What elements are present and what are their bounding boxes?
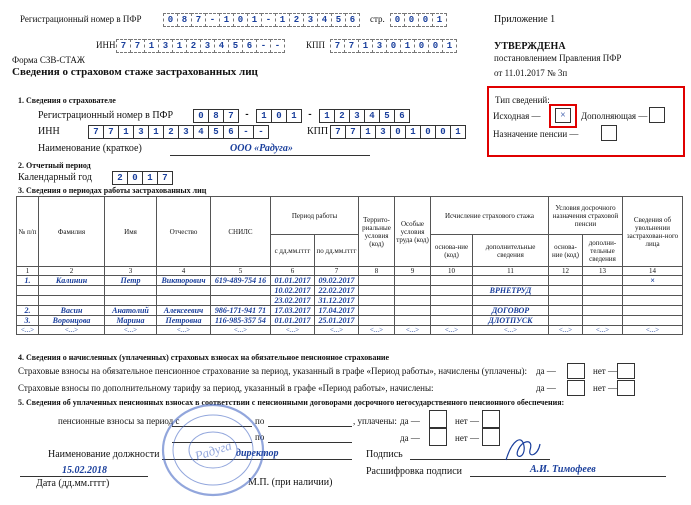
table-cell-dismissal[interactable] bbox=[623, 316, 683, 326]
digit-cell[interactable]: 0 bbox=[163, 13, 178, 27]
digit-cell[interactable]: 2 bbox=[186, 39, 201, 53]
section5-yes2-label: да — bbox=[400, 433, 420, 443]
digit-cell[interactable]: 8 bbox=[208, 109, 224, 123]
th-patronymic: Отчество bbox=[157, 197, 211, 267]
section1-inn-label: ИНН bbox=[38, 126, 60, 137]
digit-cell[interactable]: 1 bbox=[286, 109, 302, 123]
column-number: 7 bbox=[315, 267, 359, 276]
table-cell[interactable] bbox=[549, 316, 583, 326]
section4-line1-no-checkbox[interactable] bbox=[617, 363, 635, 379]
column-number: 5 bbox=[211, 267, 271, 276]
filler-cell: <...> bbox=[157, 326, 211, 335]
digit-cell[interactable]: 1 bbox=[405, 125, 421, 139]
digit-cell[interactable]: - bbox=[238, 125, 254, 139]
digit-cell[interactable]: 0 bbox=[428, 39, 443, 53]
digit-cell[interactable]: 6 bbox=[345, 13, 360, 27]
digit-cell[interactable]: 2 bbox=[289, 13, 304, 27]
table-cell[interactable] bbox=[395, 306, 431, 316]
digit-cell[interactable]: 3 bbox=[349, 109, 365, 123]
digit-cell[interactable]: 3 bbox=[375, 125, 391, 139]
digit-cell[interactable]: 0 bbox=[420, 125, 436, 139]
table-row bbox=[17, 306, 683, 316]
table-cell-from[interactable]: 01.01.2017 bbox=[271, 276, 315, 286]
table-cell[interactable] bbox=[431, 276, 473, 286]
table-cell-surname[interactable]: Воронцова bbox=[39, 316, 105, 326]
initial-checkbox[interactable]: × bbox=[555, 108, 571, 123]
table-row bbox=[17, 276, 683, 286]
table-cell-snils[interactable]: 986-171-941 71 bbox=[211, 306, 271, 316]
th-surname: Фамилия bbox=[39, 197, 105, 267]
table-cell-num[interactable]: 1. bbox=[17, 276, 39, 286]
column-number: 9 bbox=[395, 267, 431, 276]
date-value: 15.02.2018 bbox=[62, 465, 107, 476]
digit-cell[interactable]: 7 bbox=[345, 125, 361, 139]
filler-cell: <...> bbox=[105, 326, 157, 335]
section4-line2-yes-label: да — bbox=[536, 383, 556, 393]
section1-inn-cells bbox=[88, 125, 268, 139]
digit-cell[interactable]: 1 bbox=[256, 109, 272, 123]
section4-line2: Страховые взносы по дополнительному тарифу за период, указанный в графе «Период работы», начислены: bbox=[18, 383, 434, 393]
table-cell-surname[interactable]: Калинин bbox=[39, 276, 105, 286]
table-row bbox=[17, 296, 683, 306]
approved-date: от 11.01.2017 № 3п bbox=[494, 68, 568, 78]
digit-cell[interactable]: 0 bbox=[435, 125, 451, 139]
digit-cell[interactable]: 3 bbox=[303, 13, 318, 27]
table-cell-surname[interactable] bbox=[39, 286, 105, 296]
digit-cell[interactable]: 1 bbox=[172, 39, 187, 53]
table-cell[interactable] bbox=[431, 306, 473, 316]
section5-to-label: по bbox=[255, 416, 265, 426]
filler-cell: <...> bbox=[623, 326, 683, 335]
digit-cell[interactable]: 7 bbox=[191, 13, 206, 27]
table-cell-snils[interactable] bbox=[211, 286, 271, 296]
table-cell-snils[interactable]: 619-489-754 16 bbox=[211, 276, 271, 286]
section5-paid-label: , уплачены: bbox=[353, 416, 397, 426]
th-early: Условия досрочного назначения страховой пенсии bbox=[549, 197, 623, 235]
table-cell-name[interactable]: Анатолий bbox=[105, 306, 157, 316]
digit-cell[interactable]: 6 bbox=[242, 39, 257, 53]
th-num: № п/п bbox=[17, 197, 39, 267]
digit-cell[interactable]: 2 bbox=[112, 171, 128, 185]
table-cell-patronymic[interactable]: Викторович bbox=[157, 276, 211, 286]
table-cell-dismissal[interactable] bbox=[623, 286, 683, 296]
digit-cell[interactable]: 7 bbox=[157, 171, 173, 185]
digit-cell[interactable]: 7 bbox=[223, 109, 239, 123]
table-cell-from[interactable]: 23.02.2017 bbox=[271, 296, 315, 306]
table-cell[interactable] bbox=[549, 286, 583, 296]
section4-line2-yes-checkbox[interactable] bbox=[567, 380, 585, 396]
digit-cell[interactable]: 3 bbox=[158, 39, 173, 53]
header-reg-cells bbox=[163, 13, 359, 27]
table-cell[interactable] bbox=[359, 316, 395, 326]
digit-cell[interactable]: 5 bbox=[379, 109, 395, 123]
digit-cell[interactable]: 4 bbox=[317, 13, 332, 27]
table-cell[interactable] bbox=[359, 296, 395, 306]
digit-cell[interactable]: 1 bbox=[144, 39, 159, 53]
sign-label: Подпись bbox=[366, 449, 403, 460]
header-page-cells bbox=[390, 13, 446, 27]
digit-cell[interactable]: 2 bbox=[334, 109, 350, 123]
section5-no2-checkbox[interactable] bbox=[482, 428, 500, 446]
header-inn-label: ИНН bbox=[96, 40, 116, 50]
section3-title: 3. Сведения о периодах работы застрахованных лиц bbox=[18, 186, 207, 195]
th-snils: СНИЛС bbox=[211, 197, 271, 267]
digit-cell[interactable]: 1 bbox=[142, 171, 158, 185]
th-calc: Исчисление страхового стажа bbox=[431, 197, 549, 235]
section5-to-line[interactable] bbox=[268, 426, 352, 427]
table-cell-snils[interactable] bbox=[211, 296, 271, 306]
table-cell[interactable] bbox=[583, 296, 623, 306]
column-number-row bbox=[17, 267, 683, 276]
filler-cell: <...> bbox=[583, 326, 623, 335]
header-page-label: стр. bbox=[370, 14, 385, 24]
table-cell-to[interactable]: 17.04.2017 bbox=[315, 306, 359, 316]
digit-cell[interactable]: 1 bbox=[118, 125, 134, 139]
section1-name-label: Наименование (краткое) bbox=[38, 143, 142, 154]
table-cell[interactable] bbox=[583, 286, 623, 296]
decode-label: Расшифровка подписи bbox=[366, 466, 462, 477]
filler-cell: <...> bbox=[39, 326, 105, 335]
table-cell-extra[interactable]: ДЛОТПУСК bbox=[473, 316, 549, 326]
header-reg-label: Регистрационный номер в ПФР bbox=[20, 14, 142, 24]
digit-cell[interactable]: 4 bbox=[364, 109, 380, 123]
table-cell[interactable] bbox=[395, 276, 431, 286]
section5-title: 5. Сведения об уплаченных пенсионных взносах в соответствии с пенсионными договорами досрочного негосударственного пенсионного обеспечения: bbox=[18, 398, 565, 407]
section1-reg-label: Регистрационный номер в ПФР bbox=[38, 110, 173, 121]
table-cell-surname[interactable]: Васин bbox=[39, 306, 105, 316]
th-name: Имя bbox=[105, 197, 157, 267]
digit-cell[interactable]: 3 bbox=[200, 39, 215, 53]
digit-cell[interactable]: 1 bbox=[450, 125, 466, 139]
digit-cell[interactable]: 7 bbox=[116, 39, 131, 53]
section1-title: 1. Сведения о страхователе bbox=[18, 96, 116, 105]
digit-cell[interactable]: 1 bbox=[442, 39, 457, 53]
section5-to2-line[interactable] bbox=[268, 442, 352, 443]
decode-underline bbox=[470, 476, 666, 477]
table-cell[interactable] bbox=[431, 316, 473, 326]
digit-cell[interactable]: 6 bbox=[394, 109, 410, 123]
table-cell[interactable] bbox=[549, 276, 583, 286]
table-cell-extra[interactable]: ВРНЕТРУД bbox=[473, 286, 549, 296]
table-cell-to[interactable]: 09.02.2017 bbox=[315, 276, 359, 286]
table-cell[interactable] bbox=[359, 306, 395, 316]
table-cell-to[interactable]: 31.12.2017 bbox=[315, 296, 359, 306]
section5-yes2-checkbox[interactable] bbox=[429, 428, 447, 446]
table-cell[interactable] bbox=[549, 306, 583, 316]
table-cell-num[interactable] bbox=[17, 296, 39, 306]
digit-cell[interactable]: - bbox=[270, 39, 285, 53]
form-title: Сведения о страховом стаже застрахованных лиц bbox=[12, 66, 258, 78]
digit-cell[interactable]: - bbox=[261, 13, 276, 27]
digit-cell[interactable]: - bbox=[256, 39, 271, 53]
section1-kpp-cells bbox=[330, 125, 465, 139]
info-type-supplementary-label: Дополняющая — bbox=[581, 111, 648, 121]
digit-cell[interactable]: 0 bbox=[127, 171, 143, 185]
th-early-extra: дополни-тельные сведения bbox=[583, 235, 623, 267]
filler-cell: <...> bbox=[549, 326, 583, 335]
handwritten-signature bbox=[500, 430, 544, 466]
section2-year-label: Календарный год bbox=[18, 172, 92, 183]
table-cell-patronymic[interactable] bbox=[157, 296, 211, 306]
digit-cell[interactable]: 3 bbox=[178, 125, 194, 139]
table-cell-dismissal[interactable] bbox=[623, 296, 683, 306]
table-cell-name[interactable] bbox=[105, 286, 157, 296]
column-number: 10 bbox=[431, 267, 473, 276]
table-cell[interactable] bbox=[583, 306, 623, 316]
th-special: Особые условия труда (код) bbox=[395, 197, 431, 267]
digit-cell[interactable]: 7 bbox=[88, 125, 104, 139]
section1-kpp-label: КПП bbox=[307, 126, 329, 137]
header-kpp-cells bbox=[330, 39, 456, 53]
table-cell-from[interactable]: 10.02.2017 bbox=[271, 286, 315, 296]
table-cell-num[interactable] bbox=[17, 286, 39, 296]
section5-no2-label: нет — bbox=[455, 433, 479, 443]
table-cell[interactable] bbox=[359, 276, 395, 286]
info-type-title: Тип сведений: bbox=[495, 95, 550, 105]
digit-cell[interactable]: 6 bbox=[223, 125, 239, 139]
filler-cell: <...> bbox=[359, 326, 395, 335]
column-number: 12 bbox=[549, 267, 583, 276]
column-number: 1 bbox=[17, 267, 39, 276]
section4-line2-no-label: нет — bbox=[593, 383, 617, 393]
digit-cell[interactable]: 5 bbox=[331, 13, 346, 27]
column-number: 13 bbox=[583, 267, 623, 276]
table-cell-from[interactable]: 01.01.2017 bbox=[271, 316, 315, 326]
position-value: директор bbox=[236, 448, 279, 459]
digit-cell[interactable]: 1 bbox=[360, 125, 376, 139]
table-cell[interactable] bbox=[395, 316, 431, 326]
filler-cell: <...> bbox=[473, 326, 549, 335]
digit-cell[interactable]: 7 bbox=[330, 39, 345, 53]
table-cell-patronymic[interactable]: Петровна bbox=[157, 316, 211, 326]
table-cell-name[interactable]: Петр bbox=[105, 276, 157, 286]
filler-row bbox=[17, 326, 683, 335]
table-cell-snils[interactable]: 116-985-357 54 bbox=[211, 316, 271, 326]
table-cell-to[interactable]: 22.02.2017 bbox=[315, 286, 359, 296]
th-dismissal: Сведения об увольнении застрахован-ного лица bbox=[623, 197, 683, 267]
digit-cell[interactable]: 1 bbox=[358, 39, 373, 53]
digit-cell[interactable]: 4 bbox=[214, 39, 229, 53]
digit-cell[interactable]: 0 bbox=[418, 13, 433, 27]
digit-cell[interactable]: 1 bbox=[219, 13, 234, 27]
form-code: Форма СЗВ-СТАЖ bbox=[12, 55, 85, 65]
approved-by: постановлением Правления ПФР bbox=[494, 53, 622, 63]
th-early-basis: основа-ние (код) bbox=[549, 235, 583, 267]
info-type-pension-label: Назначение пенсии — bbox=[493, 129, 579, 139]
table-cell[interactable] bbox=[583, 316, 623, 326]
table-cell[interactable] bbox=[431, 286, 473, 296]
table-cell[interactable] bbox=[359, 286, 395, 296]
digit-cell[interactable]: 0 bbox=[390, 125, 406, 139]
filler-cell: <...> bbox=[211, 326, 271, 335]
digit-cell[interactable]: 0 bbox=[414, 39, 429, 53]
digit-cell[interactable]: 7 bbox=[330, 125, 346, 139]
digit-cell[interactable]: 7 bbox=[103, 125, 119, 139]
section2-year-cells bbox=[112, 171, 172, 185]
table-cell-patronymic[interactable]: Алексеевич bbox=[157, 306, 211, 316]
work-rows bbox=[17, 276, 683, 326]
digit-cell[interactable]: 2 bbox=[163, 125, 179, 139]
position-label: Наименование должности bbox=[48, 449, 160, 460]
digit-cell[interactable]: 8 bbox=[177, 13, 192, 27]
table-cell-from[interactable]: 17.03.2017 bbox=[271, 306, 315, 316]
digit-cell[interactable]: 4 bbox=[193, 125, 209, 139]
company-stamp bbox=[158, 400, 268, 500]
th-from: с дд.мм.гггг bbox=[271, 235, 315, 267]
th-to: по дд.мм.гггг bbox=[315, 235, 359, 267]
decode-value: А.И. Тимофеев bbox=[530, 464, 596, 475]
digit-cell[interactable]: - bbox=[205, 13, 220, 27]
table-cell[interactable] bbox=[395, 286, 431, 296]
table-cell-patronymic[interactable] bbox=[157, 286, 211, 296]
th-territory: Террито-риальные условия (код) bbox=[359, 197, 395, 267]
table-cell[interactable] bbox=[583, 276, 623, 286]
section2-title: 2. Отчетный период bbox=[18, 161, 91, 170]
section4-title: 4. Сведения о начисленных (уплаченных) страховых взносах на обязательное пенсионное страхование bbox=[18, 353, 390, 362]
digit-cell[interactable]: 0 bbox=[233, 13, 248, 27]
digit-cell[interactable]: - bbox=[307, 110, 313, 120]
digit-cell[interactable]: 5 bbox=[208, 125, 224, 139]
column-number: 11 bbox=[473, 267, 549, 276]
header-kpp-label: КПП bbox=[306, 40, 326, 50]
table-cell-to[interactable]: 25.01.2017 bbox=[315, 316, 359, 326]
date-label: Дата (дд.мм.гггг) bbox=[36, 478, 110, 489]
appendix-label: Приложение 1 bbox=[494, 14, 556, 25]
filler-cell: <...> bbox=[395, 326, 431, 335]
table-cell-dismissal[interactable]: × bbox=[623, 276, 683, 286]
digit-cell[interactable]: 7 bbox=[344, 39, 359, 53]
supplementary-checkbox[interactable] bbox=[649, 107, 665, 123]
section5-yes1-checkbox[interactable] bbox=[429, 410, 447, 428]
filler-cell: <...> bbox=[271, 326, 315, 335]
digit-cell[interactable]: 1 bbox=[400, 39, 415, 53]
digit-cell[interactable]: 5 bbox=[228, 39, 243, 53]
section4-line2-no-checkbox[interactable] bbox=[617, 380, 635, 396]
table-cell[interactable] bbox=[395, 296, 431, 306]
th-extra: дополнительные сведения bbox=[473, 235, 549, 267]
section1-reg-cells bbox=[193, 109, 409, 123]
digit-cell[interactable]: 7 bbox=[130, 39, 145, 53]
pension-checkbox[interactable] bbox=[601, 125, 617, 141]
approved-label: УТВЕРЖДЕНА bbox=[494, 41, 566, 52]
filler-cell: <...> bbox=[315, 326, 359, 335]
digit-cell[interactable]: 0 bbox=[193, 109, 209, 123]
table-cell-num[interactable]: 2. bbox=[17, 306, 39, 316]
digit-cell[interactable]: 0 bbox=[386, 39, 401, 53]
section4-line1-yes-checkbox[interactable] bbox=[567, 363, 585, 379]
section5-no1-checkbox[interactable] bbox=[482, 410, 500, 428]
table-cell-extra[interactable]: ДОГОВОР bbox=[473, 306, 549, 316]
column-number: 2 bbox=[39, 267, 105, 276]
digit-cell[interactable]: 1 bbox=[247, 13, 262, 27]
stamp-label: М.П. (при наличии) bbox=[248, 477, 333, 488]
table-cell[interactable] bbox=[549, 296, 583, 306]
section5-to2-label: по bbox=[255, 432, 265, 442]
table-cell-surname[interactable] bbox=[39, 296, 105, 306]
digit-cell[interactable]: 1 bbox=[148, 125, 164, 139]
section1-name-underline bbox=[170, 155, 370, 156]
work-periods-table bbox=[16, 196, 683, 335]
digit-cell[interactable]: 1 bbox=[432, 13, 447, 27]
digit-cell[interactable]: 0 bbox=[404, 13, 419, 27]
digit-cell[interactable]: 3 bbox=[372, 39, 387, 53]
column-number: 14 bbox=[623, 267, 683, 276]
digit-cell[interactable]: 0 bbox=[390, 13, 405, 27]
table-cell-name[interactable]: Марина bbox=[105, 316, 157, 326]
column-number: 3 bbox=[105, 267, 157, 276]
section4-line1-yes-label: да — bbox=[536, 366, 556, 376]
section5-contrib-label: пенсионные взносы за период с bbox=[58, 416, 180, 426]
digit-cell[interactable]: 0 bbox=[271, 109, 287, 123]
filler-cell: <...> bbox=[431, 326, 473, 335]
table-cell-extra[interactable] bbox=[473, 296, 549, 306]
section5-yes1-label: да — bbox=[400, 416, 420, 426]
table-row bbox=[17, 316, 683, 326]
table-cell-dismissal[interactable] bbox=[623, 306, 683, 316]
digit-cell[interactable]: - bbox=[244, 110, 250, 120]
section5-no1-label: нет — bbox=[455, 416, 479, 426]
stamp-text: Радуга bbox=[192, 437, 234, 464]
digit-cell[interactable]: 1 bbox=[275, 13, 290, 27]
th-basis: основа-ние (код) bbox=[431, 235, 473, 267]
th-period: Период работы bbox=[271, 197, 359, 235]
digit-cell[interactable]: 1 bbox=[319, 109, 335, 123]
table-cell-num[interactable]: 3. bbox=[17, 316, 39, 326]
section1-name-value: ООО «Радуга» bbox=[230, 143, 293, 154]
table-row bbox=[17, 286, 683, 296]
table-cell-extra[interactable] bbox=[473, 276, 549, 286]
digit-cell[interactable]: - bbox=[253, 125, 269, 139]
info-type-initial-label: Исходная — bbox=[493, 111, 541, 121]
section4-line1-no-label: нет — bbox=[593, 366, 617, 376]
column-number: 8 bbox=[359, 267, 395, 276]
section4-line1: Страховые взносы на обязательное пенсионное страхование за период, указанный в графе «Период работы», начислены (уплачены): bbox=[18, 366, 528, 376]
header-inn-cells bbox=[116, 39, 284, 53]
column-number: 4 bbox=[157, 267, 211, 276]
digit-cell[interactable]: 3 bbox=[133, 125, 149, 139]
table-cell[interactable] bbox=[431, 296, 473, 306]
column-number: 6 bbox=[271, 267, 315, 276]
table-cell-name[interactable] bbox=[105, 296, 157, 306]
date-underline bbox=[20, 476, 148, 477]
filler-cell: <...> bbox=[17, 326, 39, 335]
